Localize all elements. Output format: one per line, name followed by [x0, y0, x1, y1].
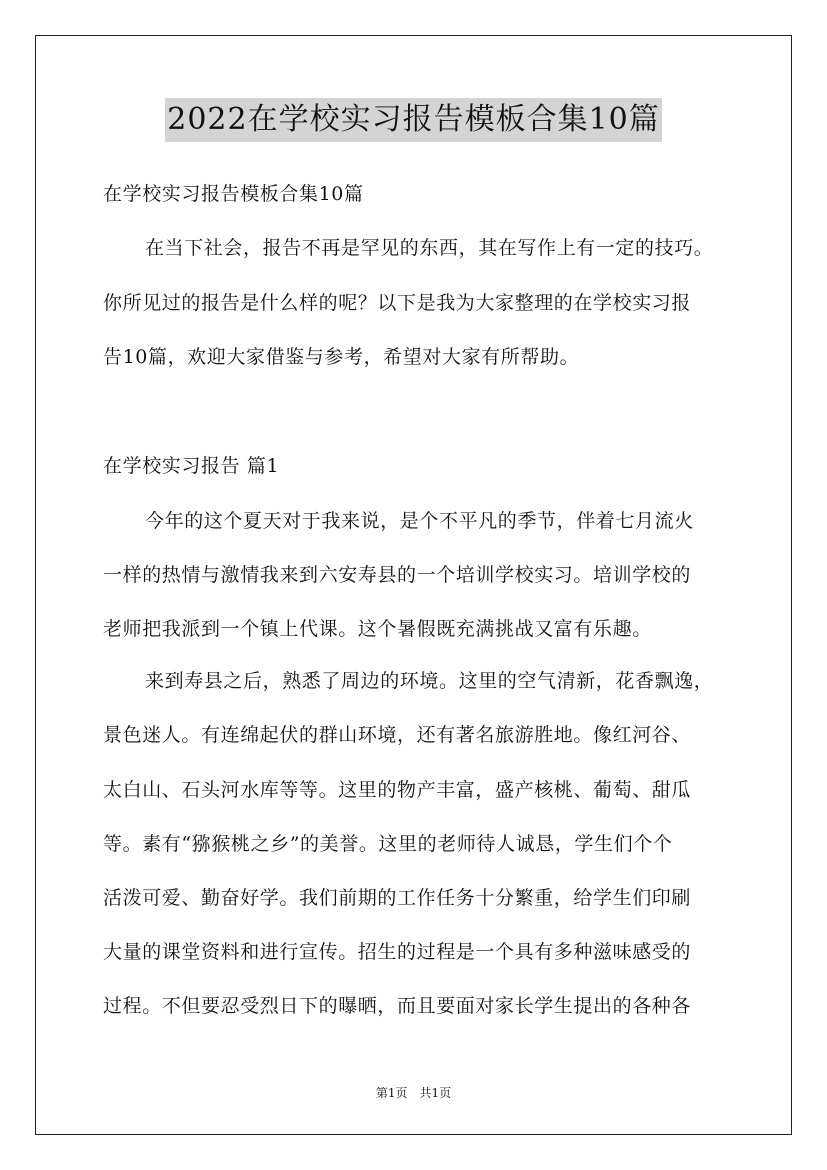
document-subtitle: 在学校实习报告模板合集10篇 — [103, 183, 364, 205]
section-line: 等。素有“猕猴桃之乡”的美誉。这里的老师待人诚恳，学生们个个 — [103, 833, 673, 855]
document-title-text: 2022在学校实习报告模板合集10篇 — [165, 98, 662, 142]
page-footer: 第1页 共1页 — [375, 1086, 452, 1100]
section-line: 今年的这个夏天对于我来说，是个不平凡的季节，伴着七月流火 — [145, 510, 694, 532]
section-line: 一样的热情与激情我来到六安寿县的一个培训学校实习。培训学校的 — [103, 564, 692, 586]
section-line: 老师把我派到一个镇上代课。这个暑假既充满挑战又富有乐趣。 — [103, 618, 652, 640]
section-line: 景色迷人。有连绵起伏的群山环境，还有著名旅游胜地。像红河谷、 — [103, 724, 692, 746]
intro-line: 在当下社会，报告不再是罕见的东西，其在写作上有一定的技巧。 — [145, 237, 714, 259]
section-line: 太白山、石头河水库等等。这里的物产丰富，盛产核桃、葡萄、甜瓜 — [103, 779, 692, 801]
section-heading: 在学校实习报告 篇1 — [103, 455, 280, 477]
document-title — [0, 98, 827, 142]
section-line: 来到寿县之后，熟悉了周边的环境。这里的空气清新，花香飘逸， — [145, 670, 714, 692]
section-line: 过程。不但要忍受烈日下的曝晒，而且要面对家长学生提出的各种各 — [103, 995, 692, 1017]
section-line: 活泼可爱、勤奋好学。我们前期的工作任务十分繁重，给学生们印刷 — [103, 887, 692, 909]
section-line: 大量的课堂资料和进行宣传。招生的过程是一个具有多种滋味感受的 — [103, 941, 692, 963]
intro-line: 告10篇，欢迎大家借鉴与参考，希望对大家有所帮助。 — [103, 346, 580, 368]
intro-line: 你所见过的报告是什么样的呢？以下是我为大家整理的在学校实习报 — [103, 292, 692, 314]
